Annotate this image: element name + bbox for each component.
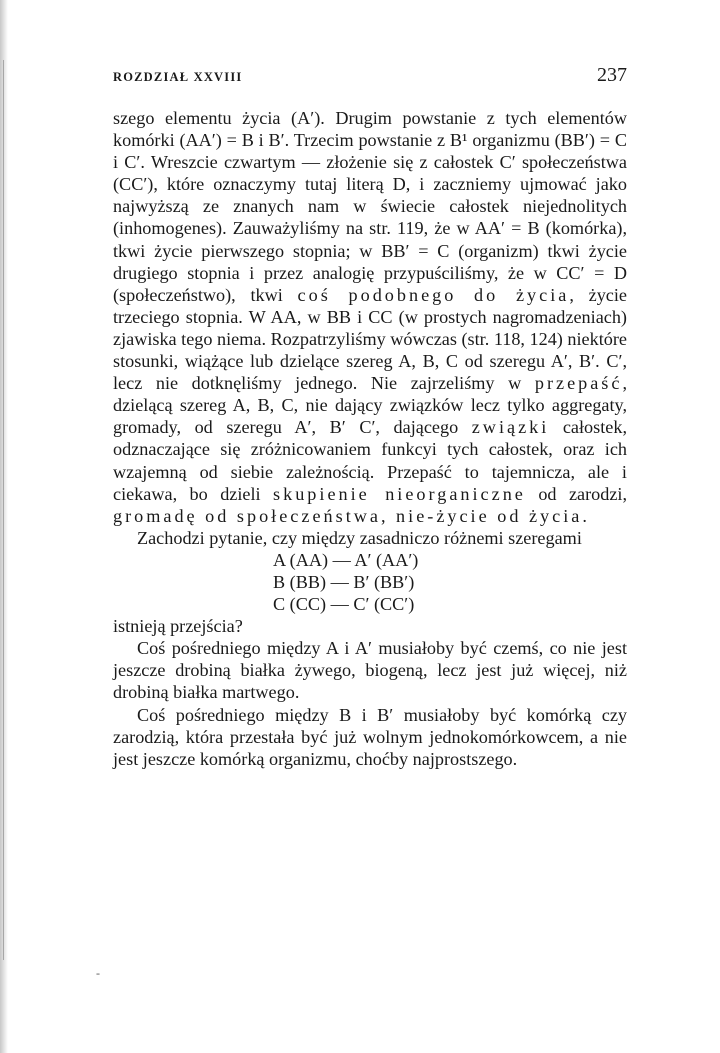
paragraph-text: istnieją przejścia? bbox=[113, 616, 243, 637]
spaced-emphasis: skupienie nieorganiczne bbox=[273, 483, 526, 504]
spaced-emphasis: przepaść bbox=[534, 373, 623, 394]
spaced-emphasis: gromadę od społeczeństwa, nie-życie od życia bbox=[113, 505, 583, 526]
paragraph bbox=[113, 637, 627, 703]
spaced-emphasis: coś podobnego do życia bbox=[297, 284, 570, 305]
paragraph-text: szego elementu życia (A′). Drugim powstanie z tych elementów komórki (AA′) = B i B′. Trzecim powstanie z B¹ organizmu (BB′) = C i C′. Wreszcie czwartym — złożenie się z całostek C′ społeczeństwa (CC′), które oznaczymy tutaj literą D, i zaczniemy ujmować jako najwyższą ze znanych nam w świecie całostek niejednolitych (inhomogenes). Zauważyliśmy na str. 119, że w AA′ = B (komórka), tkwi życie pierwszego stopnia; w BB′ = C (organizm) tkwi życie drugiego stopnia i przez analogię przypuściliśmy, że w CC′ = D (społeczeństwo), tkwi bbox=[113, 108, 627, 305]
paragraph-continuation bbox=[113, 107, 627, 527]
paragraph-text: Coś pośredniego między B i B′ musiałoby być komórką czy zarodzią, która przestała być już wolnym jednokomórkowcem, a nie jest jeszcze komórką organizmu, choćby najprostszego. bbox=[113, 704, 627, 769]
paragraph-text: od zarodzi, bbox=[538, 483, 628, 504]
spaced-emphasis: związki bbox=[471, 417, 550, 438]
formula-line: B (BB) — B′ (BB′) bbox=[273, 571, 415, 592]
binding-edge-line bbox=[3, 60, 4, 960]
margin-mark: - bbox=[96, 966, 100, 980]
paragraph-text: , dzielącą szereg A, B, C, nie dający związków lecz tylko aggregaty, gromady, od szeregu A′, B′ C′, dającego bbox=[113, 373, 628, 438]
binding-shadow bbox=[0, 0, 8, 1053]
formula-line: A (AA) — A′ (AA′) bbox=[273, 549, 419, 570]
paragraph-text: całostek, odznaczające się zróżnicowaniem funkcyi tych całostek, oraz ich wzajemną od siebie zależnością. Przepaść to tajemnicza, ale i ciekawa, bo dzieli bbox=[113, 417, 627, 504]
formula-block bbox=[113, 549, 627, 615]
body-text bbox=[113, 107, 627, 770]
paragraph bbox=[113, 615, 627, 637]
formula-line: C (CC) — C′ (CC′) bbox=[273, 594, 415, 615]
paragraph-text: Zachodzi pytanie, czy między zasadniczo różnemi szeregami bbox=[137, 527, 582, 548]
paragraph bbox=[113, 527, 627, 549]
paragraph bbox=[113, 704, 627, 770]
running-head: ROZDZIAŁ XXVIII bbox=[113, 70, 243, 84]
page-number: 237 bbox=[597, 64, 627, 86]
paragraph-text: Coś pośredniego między A i A′ musiałoby być czemś, co nie jest jeszcze drobiną białka żywego, biogeną, lecz jest już więcej, niż drobiną białka martwego. bbox=[113, 638, 627, 703]
paragraph-text: . bbox=[582, 505, 587, 526]
paragraph-text: , życie trzeciego stopnia. W AA, w BB i CC (w prostych nagromadzeniach) zjawiska tego niema. Rozpatrzyliśmy wówczas (str. 118, 124) niektóre stosunki, wiążące lub dzielące szereg A, B, C od szeregu A′, B′. C′, lecz nie dotknęliśmy jednego. Nie zajrzeliśmy w bbox=[113, 284, 628, 394]
page-header bbox=[113, 64, 627, 90]
